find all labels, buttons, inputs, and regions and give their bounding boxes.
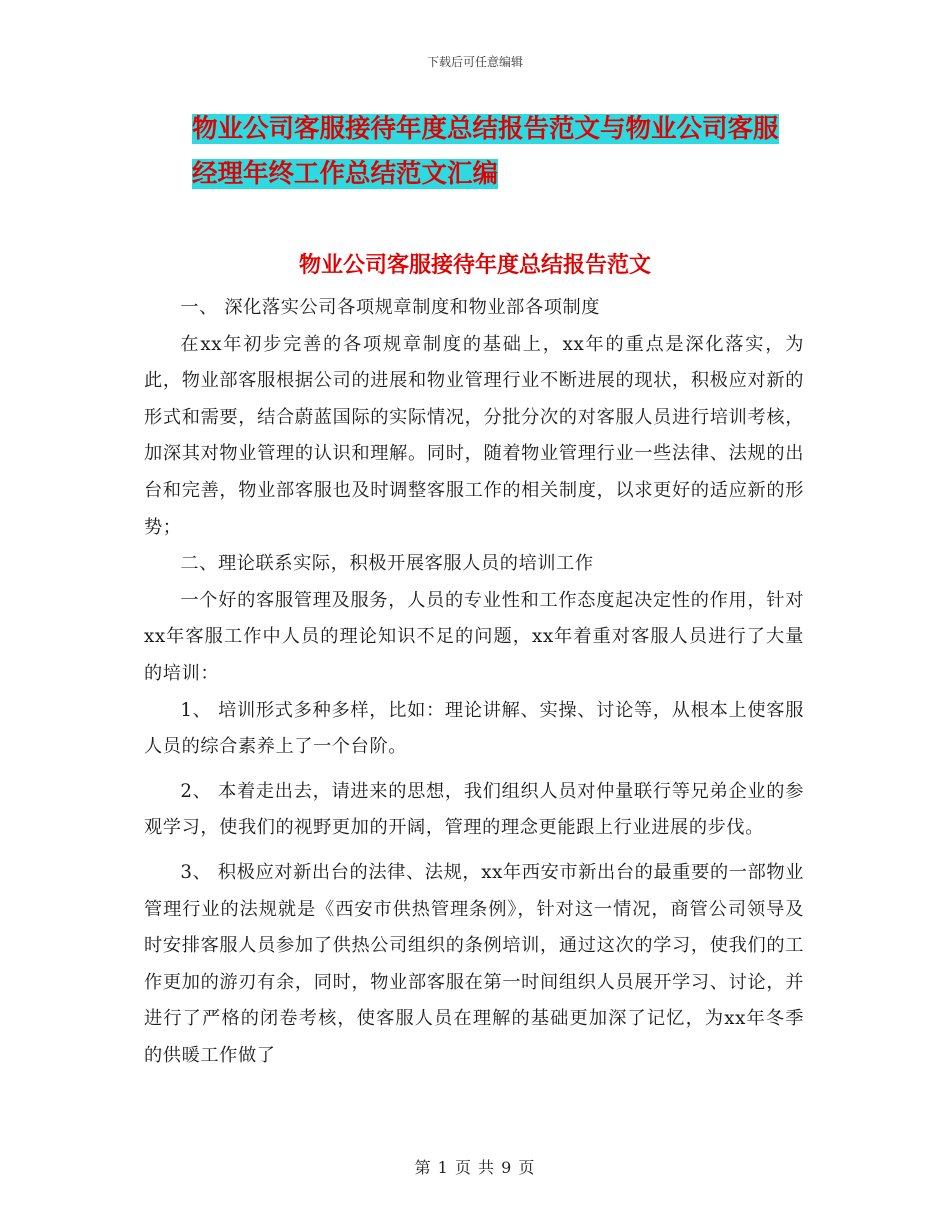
section-subtitle: 物业公司客服接待年度总结报告范文 [298,253,651,278]
paragraph: 在xx年初步完善的各项规章制度的基础上，xx年的重点是深化落实，为此，物业部客服根据公司的进展和物业管理行业不断进展的现状，积极应对新的形式和需要，结合蔚蓝国际的实际情况，分批分次的对客服人员进行培训考核，加深其对物业管理的认识和理解。同时，随着物业管理行业一些法律、法规的出台和完善，物业部客服也及时调整客服工作的相关制度，以求更好的适应新的形势； [144,333,804,538]
page-footer-number: 第 1 页 共 9 页 [414,1158,536,1177]
document-title-line-1: 物业公司客服接待年度总结报告范文与物业公司客服 [192,114,779,144]
list-item-3: 3、 积极应对新出台的法律、法规，xx年西安市新出台的最重要的一部物业管理行业的法规就是《西安市供热管理条例》，针对这一情况，商管公司领导及时安排客服人员参加了供热公司组织的条例培训，通过这次的学习，使我们的工作更加的游刃有余，同时，物业部客服在第一时间组织人员展开学习、讨论，并进行了严格的闭卷考核，使客服人员在理解的基础更加深了记忆，为xx年冬季的供暖工作做了 [144,861,804,1066]
list-item-2: 2、 本着走出去，请进来的思想，我们组织人员对仲量联行等兄弟企业的参观学习，使我们的视野更加的开阔，管理的理念更能跟上行业进展的步伐。 [144,780,804,839]
page-header-note: 下载后可任意编辑 [426,55,523,69]
paragraph-heading-1: 一、 深化落实公司各项规章制度和物业部各项制度 [180,297,601,318]
document-body [144,290,804,1074]
list-item-1: 1、 培训形式多种多样，比如：理论讲解、实操、讨论等，从根本上使客服人员的综合素养上了一个台阶。 [144,699,804,758]
paragraph: 一个好的客服管理及服务，人员的专业性和工作态度起决定性的作用，针对xx年客服工作中人员的理论知识不足的问题，xx年着重对客服人员进行了大量的培训： [144,589,804,684]
paragraph-heading-2: 二、理论联系实际，积极开展客服人员的培训工作 [180,553,594,575]
document-title-line-2: 经理年终工作总结范文汇编 [192,159,499,189]
